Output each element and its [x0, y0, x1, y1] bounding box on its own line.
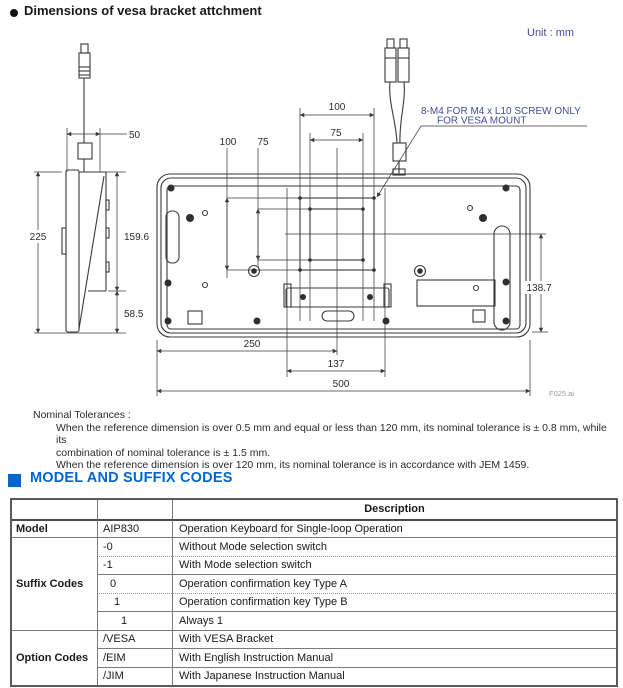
suffix-codes-label-cell: Suffix Codes — [12, 537, 97, 630]
model-code-cell: AIP830 — [97, 519, 172, 538]
suffix-desc-cell: Always 1 — [172, 611, 616, 630]
page-title: Dimensions of vesa bracket attchment — [24, 3, 262, 18]
suffix-desc-cell: Without Mode selection switch — [172, 537, 616, 556]
option-code-cell: /JIM — [97, 667, 172, 686]
screw-annotation — [421, 106, 581, 127]
table-header-empty2 — [97, 500, 172, 519]
dim-center-offset: 250 — [243, 339, 261, 350]
suffix-code-cell: -1 — [97, 556, 172, 575]
tolerance-line1: When the reference dimension is over 0.5 mm and equal or less than 120 mm, its nominal tolerance is ± 0.8 mm, while its — [56, 421, 607, 446]
section-heading: MODEL AND SUFFIX CODES — [30, 470, 233, 486]
dim-vesa-width-100: 100 — [328, 102, 346, 113]
suffix-desc-cell: Operation confirmation key Type B — [172, 593, 616, 612]
annotation-line2: FOR VESA MOUNT — [437, 115, 527, 127]
dim-overall-height: 225 — [29, 232, 47, 243]
model-label-cell: Model — [12, 519, 97, 538]
part-outlines — [62, 39, 530, 337]
option-code-cell: /EIM — [97, 648, 172, 667]
dim-vesa-width-75: 75 — [330, 128, 342, 139]
tolerance-note — [33, 409, 613, 472]
table-header-empty1 — [12, 500, 97, 519]
annotation-line1: 8-M4 FOR M4 x L10 SCREW ONLY — [421, 106, 581, 117]
tolerance-line2: combination of nominal tolerance is ± 1.5 mm. — [56, 446, 271, 459]
dimension-lines — [38, 115, 541, 391]
dim-vesa-height-75: 75 — [257, 137, 269, 148]
dim-top-width: 50 — [129, 130, 141, 141]
table-header-description: Description — [172, 500, 616, 519]
dim-bracket-width: 137 — [327, 359, 345, 370]
suffix-code-cell: -0 — [97, 537, 172, 556]
dim-right-height: 138.7 — [526, 283, 552, 294]
section-square-icon — [8, 474, 21, 487]
dim-lower-height: 58.5 — [124, 309, 144, 320]
suffix-desc-cell: With Mode selection switch — [172, 556, 616, 575]
tolerance-line3: When the reference dimension is over 120 mm, its nominal tolerance is in accordance with JEM 1459. — [56, 459, 530, 471]
option-desc-cell: With Japanese Instruction Manual — [172, 667, 616, 686]
option-desc-cell: With English Instruction Manual — [172, 648, 616, 667]
dim-vesa-height-100: 100 — [219, 137, 237, 148]
option-code-cell: /VESA — [97, 630, 172, 649]
option-desc-cell: With VESA Bracket — [172, 630, 616, 649]
dim-upper-height: 159.6 — [124, 232, 150, 243]
option-codes-label-cell: Option Codes — [12, 630, 97, 686]
suffix-code-cell: 1 — [97, 593, 172, 612]
suffix-code-cell: 0 — [97, 574, 172, 593]
model-suffix-table — [10, 498, 618, 687]
unit-label: Unit : mm — [527, 27, 575, 39]
suffix-code-cell: 1 — [97, 611, 172, 630]
dimension-labels — [30, 102, 552, 390]
figure-reference: F025.ai — [549, 389, 575, 398]
tolerance-heading: Nominal Tolerances : — [33, 409, 131, 421]
dim-overall-width: 500 — [332, 379, 350, 390]
model-desc-cell: Operation Keyboard for Single-loop Operation — [172, 519, 616, 538]
suffix-desc-cell: Operation confirmation key Type A — [172, 574, 616, 593]
